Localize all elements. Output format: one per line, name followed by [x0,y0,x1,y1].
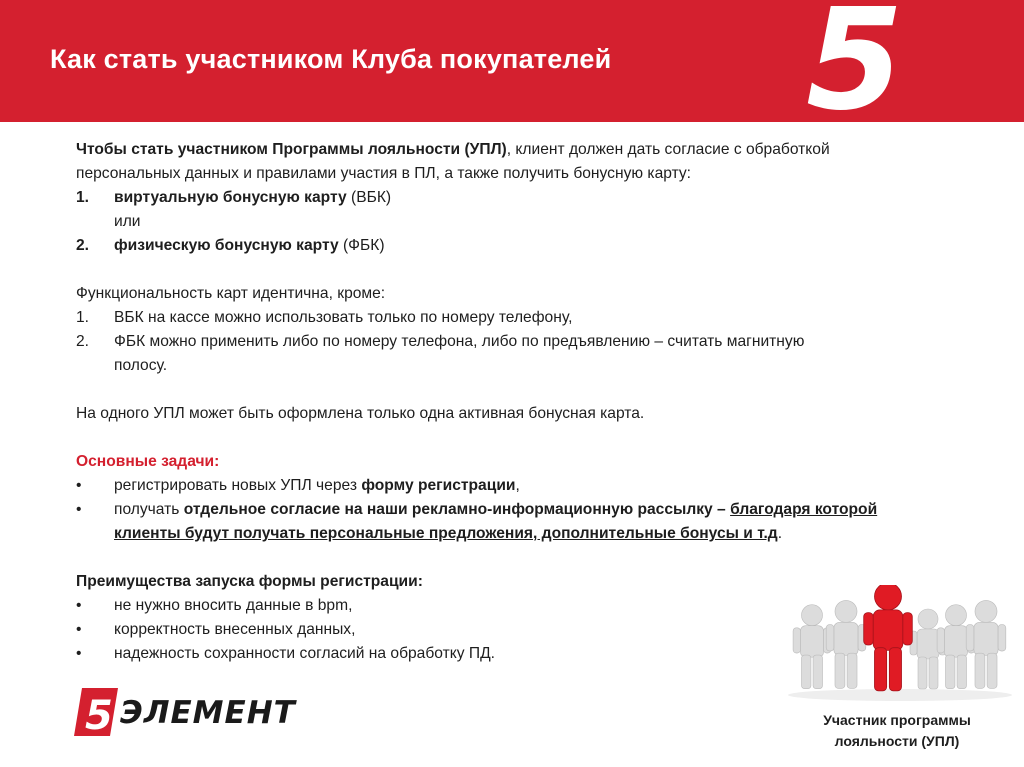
intro-line-1: Чтобы стать участником Программы лояльности (УПЛ), клиент должен дать согласие с обработкой [76,141,830,158]
advantage-item: • корректность внесенных данных, [76,621,356,638]
advantage-item: • не нужно вносить данные в bpm, [76,597,353,614]
svg-text:5: 5 [806,0,904,122]
illustration-caption: Участник программы лояльности (УПЛ) [823,712,971,749]
card-option-1: 1. виртуальную бонусную карту (ВБК) [76,189,392,206]
functionality-item-1: 1. ВБК на кассе можно использовать только по номеру телефону, [76,309,573,326]
or-text: или [114,213,141,230]
functionality-item-2: 2. ФБК можно применить либо по номеру телефона, либо по предъявлению – считать магнитную [76,333,805,350]
advantage-item: • надежность сохранности согласий на обработку ПД. [76,645,495,662]
intro-line-2: персональных данных и правилами участия в ПЛ, а также получить бонусную карту: [76,165,692,182]
task-item-1: • регистрировать новых УПЛ через форму регистрации, [76,477,520,494]
tasks-heading: Основные задачи: [76,453,220,470]
brand-name: ЭЛЕМЕНТ [120,695,296,731]
header-banner [0,0,1024,122]
svg-text:5: 5 [85,693,113,738]
task-item-2: • получать отдельное согласие на наши рекламно-информационную рассылку – благодаря которой [76,501,878,518]
functionality-item-2-continued: полосу. [114,357,168,374]
page-title: Как стать участником Клуба покупателей [50,44,612,74]
card-option-2: 2. физическую бонусную карту (ФБК) [76,237,385,254]
task-item-2-continued: клиенты будут получать персональные предложения, дополнительные бонусы и т.д. [114,525,783,542]
brand-five-logo-icon [72,686,120,738]
functionality-heading: Функциональность карт идентична, кроме: [76,285,386,302]
five-logo-icon [800,0,950,122]
one-card-note: На одного УПЛ может быть оформлена только одна активная бонусная карта. [76,405,645,422]
loyalty-members-illustration [784,585,1016,703]
advantages-heading: Преимущества запуска формы регистрации: [76,573,423,590]
